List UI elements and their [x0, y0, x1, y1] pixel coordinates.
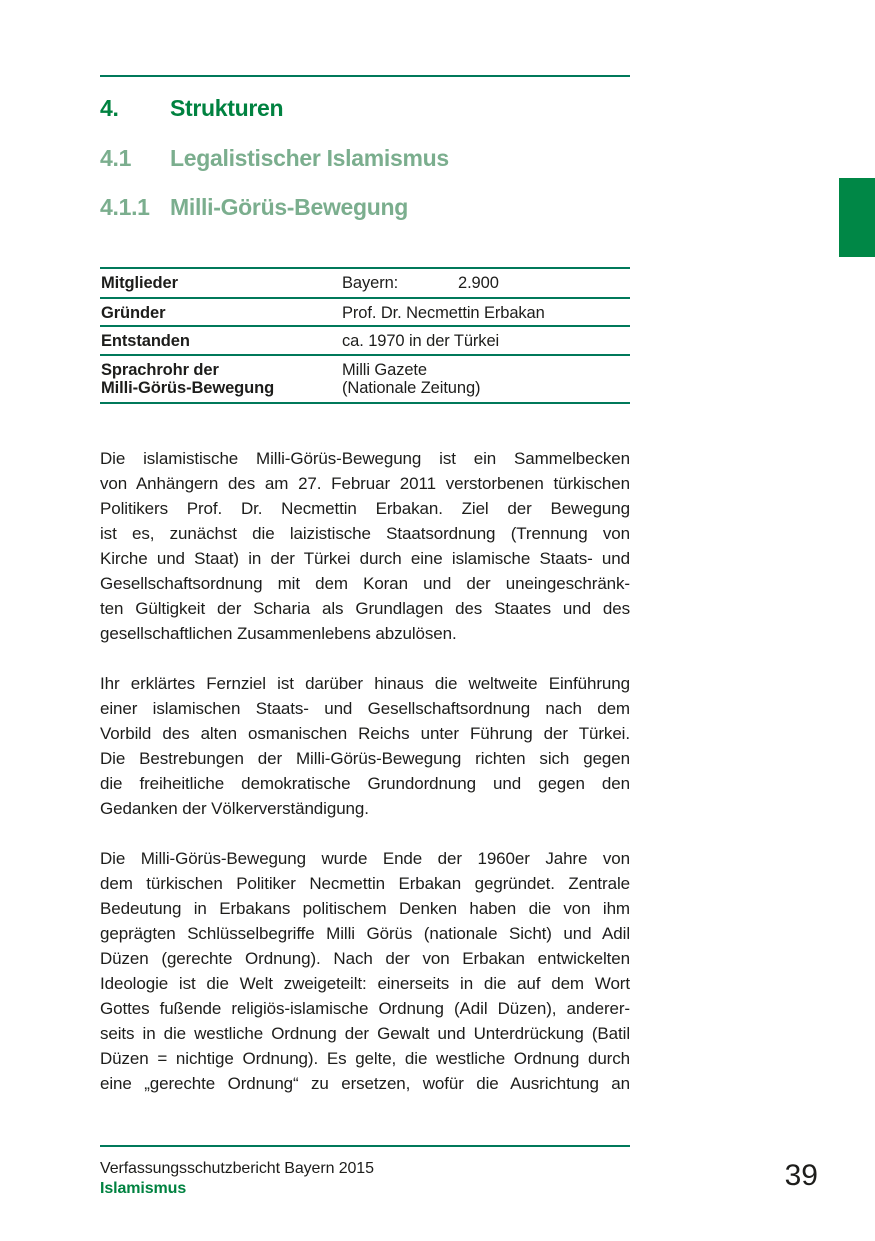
body-text	[100, 446, 630, 1096]
heading-level1	[100, 95, 660, 121]
heading-level2	[100, 145, 660, 171]
text-line: Die Bestrebungen der Milli-Görüs-Bewegung richten sich gegen	[100, 749, 630, 768]
table-value-number: 2.900	[458, 274, 499, 292]
footer-section-label: Islamismus	[100, 1180, 187, 1197]
heading-number: 4.1.1	[100, 194, 150, 220]
text-line: Kirche und Staat) in der Türkei durch eine islamische Staats- und	[100, 549, 630, 568]
page-footer	[100, 1159, 374, 1199]
text-line: Bedeutung in Erbakans politischem Denken haben die von ihm	[100, 899, 630, 918]
text-line: seits in die westliche Ordnung der Gewalt und Unterdrückung (Batil	[100, 1024, 630, 1043]
text-line: von Anhängern des am 27. Februar 2011 verstorbenen türkischen	[100, 474, 630, 493]
text-line: einer islamischen Staats- und Gesellschaftsordnung nach dem	[100, 699, 630, 718]
table-row-value	[342, 275, 499, 297]
text-line: ten Gültigkeit der Scharia als Grundlagen des Staates und des	[100, 599, 630, 618]
footer-rule	[100, 1145, 630, 1147]
text-line: Politikers Prof. Dr. Necmettin Erbakan. Ziel der Bewegung	[100, 499, 630, 518]
paragraph	[100, 846, 630, 1096]
table-row-label: Mitglieder	[101, 274, 178, 292]
page-number: 39	[784, 1159, 818, 1192]
table-row-value: ca. 1970 in der Türkei	[342, 332, 500, 350]
text-line: Ihr erklärtes Fernziel ist darüber hinaus die weltweite Einführung	[100, 674, 630, 693]
text-line: ist es, zunächst die laizistische Staatsordnung (Trennung von	[100, 524, 630, 543]
heading-number: 4.1	[100, 145, 132, 171]
text-line: Die Milli-Görüs-Bewegung wurde Ende der 1960er Jahre von	[100, 849, 630, 868]
value-line: (Nationale Zeitung)	[342, 379, 481, 397]
text-line: Düzen (gerechte Ordnung). Nach der von Erbakan entwickelten	[100, 949, 630, 968]
table-row-label	[100, 361, 342, 402]
value-line: Milli Gazete	[342, 361, 427, 379]
table-row-label: Entstanden	[101, 332, 190, 350]
paragraph	[100, 671, 630, 821]
heading-title: Strukturen	[170, 95, 284, 121]
footer-report-title: Verfassungsschutzbericht Bayern 2015	[100, 1160, 374, 1177]
table-row	[100, 354, 630, 402]
text-line: die freiheitliche demokratische Grundordnung und gegen den	[100, 774, 630, 793]
text-line: dem türkischen Politiker Necmettin Erbakan gegründet. Zentrale	[100, 874, 630, 893]
text-line: Gedanken der Völkerverständigung.	[100, 799, 369, 818]
label-line: Sprachrohr der	[101, 361, 219, 379]
table-row-value: Prof. Dr. Necmettin Erbakan	[342, 304, 545, 322]
text-line: Ideologie ist die Welt zweigeteilt: einerseits in die auf dem Wort	[100, 974, 630, 993]
heading-title: Milli-Görüs-Bewegung	[170, 194, 409, 220]
table-row	[100, 325, 630, 354]
text-line: Düzen = nichtige Ordnung). Es gelte, die westliche Ordnung durch	[100, 1049, 630, 1068]
heading-level3	[100, 194, 660, 220]
table-row-value	[342, 361, 480, 402]
text-line: eine „gerechte Ordnung“ zu ersetzen, wofür die Ausrichtung an	[100, 1074, 630, 1093]
top-rule	[100, 75, 630, 77]
table-row	[100, 267, 630, 297]
text-line: Die islamistische Milli-Görüs-Bewegung ist ein Sammelbecken	[100, 449, 630, 468]
label-line: Milli-Görüs-Bewegung	[101, 379, 275, 397]
chapter-side-tab	[839, 178, 875, 257]
table-value-key: Bayern:	[342, 274, 399, 292]
table-row-label: Gründer	[101, 304, 166, 322]
table-row	[100, 297, 630, 325]
text-line: gesellschaftlichen Zusammenlebens abzulösen.	[100, 624, 457, 643]
text-line: Gesellschaftsordnung mit dem Koran und der uneingeschränk-	[100, 574, 630, 593]
text-line: Gottes fußende religiös-islamische Ordnung (Adil Düzen), anderer-	[100, 999, 630, 1018]
heading-title: Legalistischer Islamismus	[170, 145, 449, 171]
paragraph	[100, 446, 630, 646]
info-table	[100, 267, 630, 404]
heading-number: 4.	[100, 95, 119, 121]
text-line: geprägten Schlüsselbegriffe Milli Görüs (nationale Sicht) und Adil	[100, 924, 630, 943]
text-line: Vorbild des alten osmanischen Reichs unter Führung der Türkei.	[100, 724, 630, 743]
